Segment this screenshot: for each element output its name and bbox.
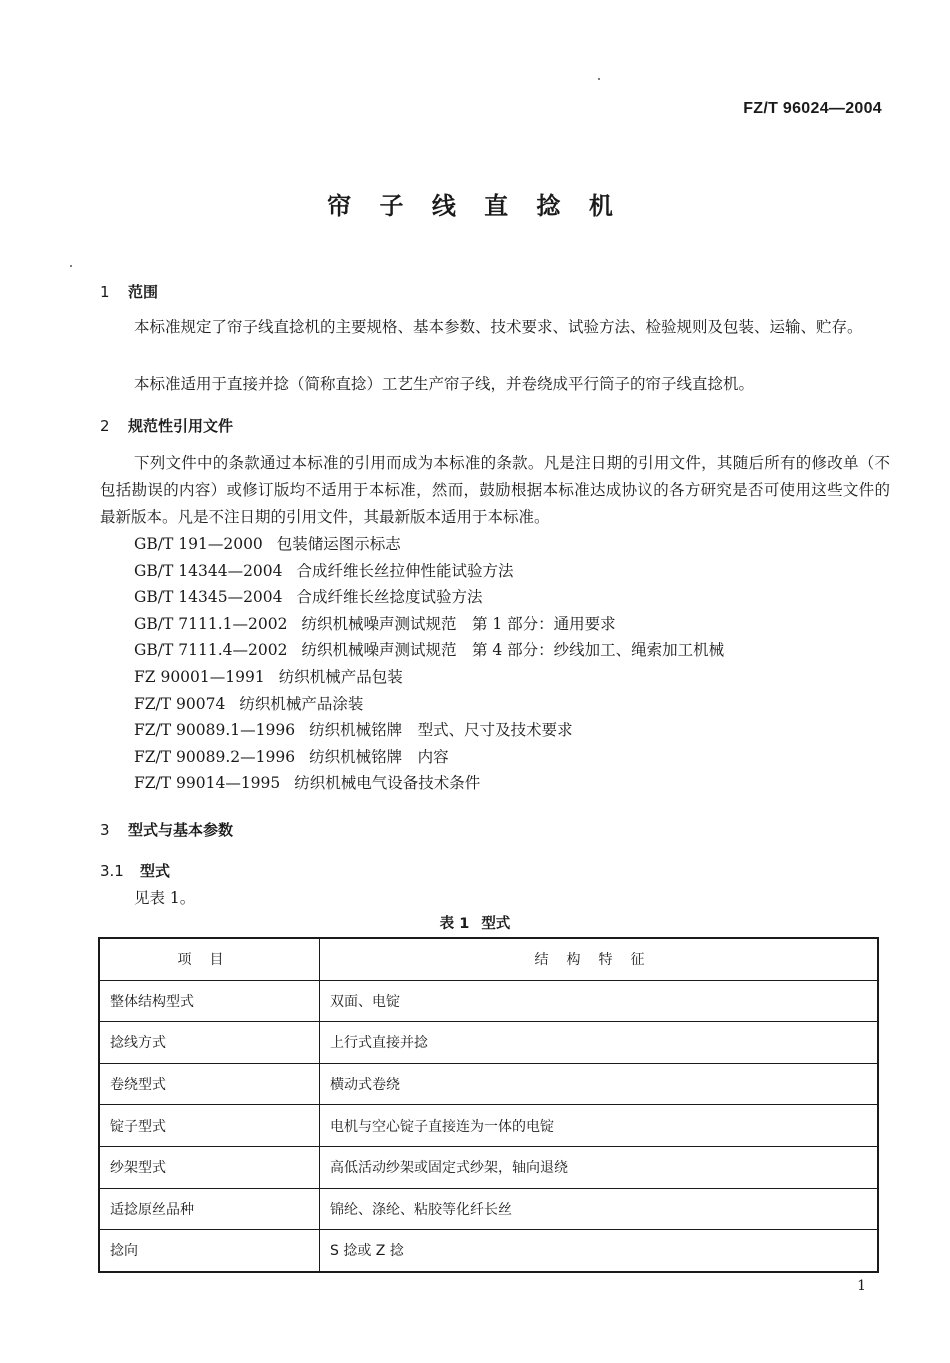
reference-title: 纺织机械噪声测试规范 第 1 部分：通用要求	[301, 614, 616, 633]
section-2-heading	[100, 415, 233, 436]
reference-title: 纺织机械产品包装	[278, 667, 403, 686]
reference-item	[134, 584, 724, 611]
reference-title: 合成纤维长丝拉伸性能试验方法	[296, 561, 514, 580]
table-cell-item: 纱架型式	[99, 1146, 320, 1188]
reference-item	[134, 744, 724, 771]
table-cell-feature: 电机与空心锭子直接连为一体的电锭	[320, 1105, 879, 1147]
table-row	[99, 1105, 878, 1147]
reference-title: 纺织机械电气设备技术条件	[294, 774, 481, 793]
section-2-intro: 下列文件中的条款通过本标准的引用而成为本标准的条款。凡是注日期的引用文件，其随后所有的修改单（不包括勘误的内容）或修订版均不适用于本标准，然而，鼓励根据本标准达成协议的各方研究是否可使用这些文件的最新版本。凡是不注日期的引用文件，其最新版本适用于本标准。	[100, 454, 890, 526]
reference-item	[134, 611, 724, 638]
table-1-caption-title: 型式	[481, 916, 511, 932]
table-cell-item: 卷绕型式	[99, 1063, 320, 1105]
table-cell-feature: 横动式卷绕	[320, 1063, 879, 1105]
table-cell-item: 捻线方式	[99, 1022, 320, 1064]
reference-code: FZ/T 90089.2—1996	[134, 747, 296, 766]
scan-speck	[70, 265, 72, 267]
table-row	[99, 1188, 878, 1230]
reference-title: 纺织机械产品涂装	[239, 694, 364, 713]
scan-speck	[598, 78, 600, 80]
page-number: 1	[857, 1278, 866, 1294]
table-header-row	[99, 938, 878, 980]
reference-code: GB/T 191—2000	[134, 535, 263, 553]
section-3-1-heading	[100, 860, 170, 881]
reference-item	[134, 558, 724, 585]
section-1-number: 1	[100, 283, 110, 301]
table-cell-item: 适捻原丝品种	[99, 1188, 320, 1230]
table-cell-item: 捻向	[99, 1230, 320, 1272]
reference-title: 包装储运图示标志	[276, 535, 401, 553]
reference-item	[134, 691, 724, 718]
section-3-title: 型式与基本参数	[128, 821, 234, 839]
table-cell-feature: S 捻或 Z 捻	[320, 1230, 879, 1272]
table-cell-feature: 双面、电锭	[320, 980, 879, 1022]
reference-code: GB/T 14345—2004	[134, 588, 283, 607]
section-3-1-title: 型式	[140, 862, 171, 880]
table-cell-item: 锭子型式	[99, 1105, 320, 1147]
section-1-paragraph-1: 本标准规定了帘子线直捻机的主要规格、基本参数、技术要求、试验方法、检验规则及包装、运输、贮存。	[134, 318, 863, 336]
standard-code: FZ/T 96024—2004	[743, 100, 882, 117]
reference-code: GB/T 7111.1—2002	[134, 614, 288, 633]
table-cell-feature: 高低活动纱架或固定式纱架，轴向退绕	[320, 1146, 879, 1188]
table-cell-feature: 锦纶、涤纶、粘胶等化纤长丝	[320, 1188, 879, 1230]
table-1-caption-number: 表 1	[439, 916, 470, 932]
reference-code: GB/T 7111.4—2002	[134, 641, 288, 660]
table-row	[99, 1063, 878, 1105]
reference-title: 纺织机械铭牌 内容	[309, 747, 449, 766]
section-2-number: 2	[100, 417, 110, 435]
reference-code: FZ/T 90089.1—1996	[134, 721, 296, 740]
section-3-number: 3	[100, 821, 110, 839]
section-3-1-number: 3.1	[100, 862, 124, 880]
table-cell-feature: 上行式直接并捻	[320, 1022, 879, 1064]
section-2-title: 规范性引用文件	[128, 417, 234, 435]
reference-item	[134, 531, 724, 558]
table-1-caption	[0, 912, 950, 933]
reference-item	[134, 637, 724, 664]
table-1	[98, 937, 879, 1273]
table-row	[99, 980, 878, 1022]
reference-title: 纺织机械铭牌 型式、尺寸及技术要求	[309, 721, 573, 740]
section-1-title: 范围	[128, 283, 159, 301]
table-row	[99, 1230, 878, 1272]
reference-item	[134, 717, 724, 744]
table-header-feature: 结构特征	[320, 938, 879, 980]
reference-code: FZ 90001—1991	[134, 667, 265, 686]
section-3-1-text: 见表 1。	[134, 889, 196, 907]
section-1-paragraph-2: 本标准适用于直接并捻（简称直捻）工艺生产帘子线，并卷绕成平行筒子的帘子线直捻机。	[134, 375, 755, 393]
reference-item	[134, 770, 724, 797]
reference-code: FZ/T 99014—1995	[134, 774, 281, 793]
document-title: 帘 子 线 直 捻 机	[327, 192, 623, 220]
section-3-heading	[100, 819, 233, 840]
section-1-heading	[100, 281, 158, 302]
reference-title: 合成纤维长丝捻度试验方法	[296, 588, 483, 607]
reference-title: 纺织机械噪声测试规范 第 4 部分：纱线加工、绳索加工机械	[301, 641, 725, 660]
reference-code: GB/T 14344—2004	[134, 561, 283, 580]
reference-code: FZ/T 90074	[134, 694, 226, 713]
table-cell-item: 整体结构型式	[99, 980, 320, 1022]
reference-item	[134, 664, 724, 691]
table-header-item: 项目	[99, 938, 320, 980]
reference-list	[134, 531, 724, 797]
table-row	[99, 1022, 878, 1064]
table-row	[99, 1146, 878, 1188]
